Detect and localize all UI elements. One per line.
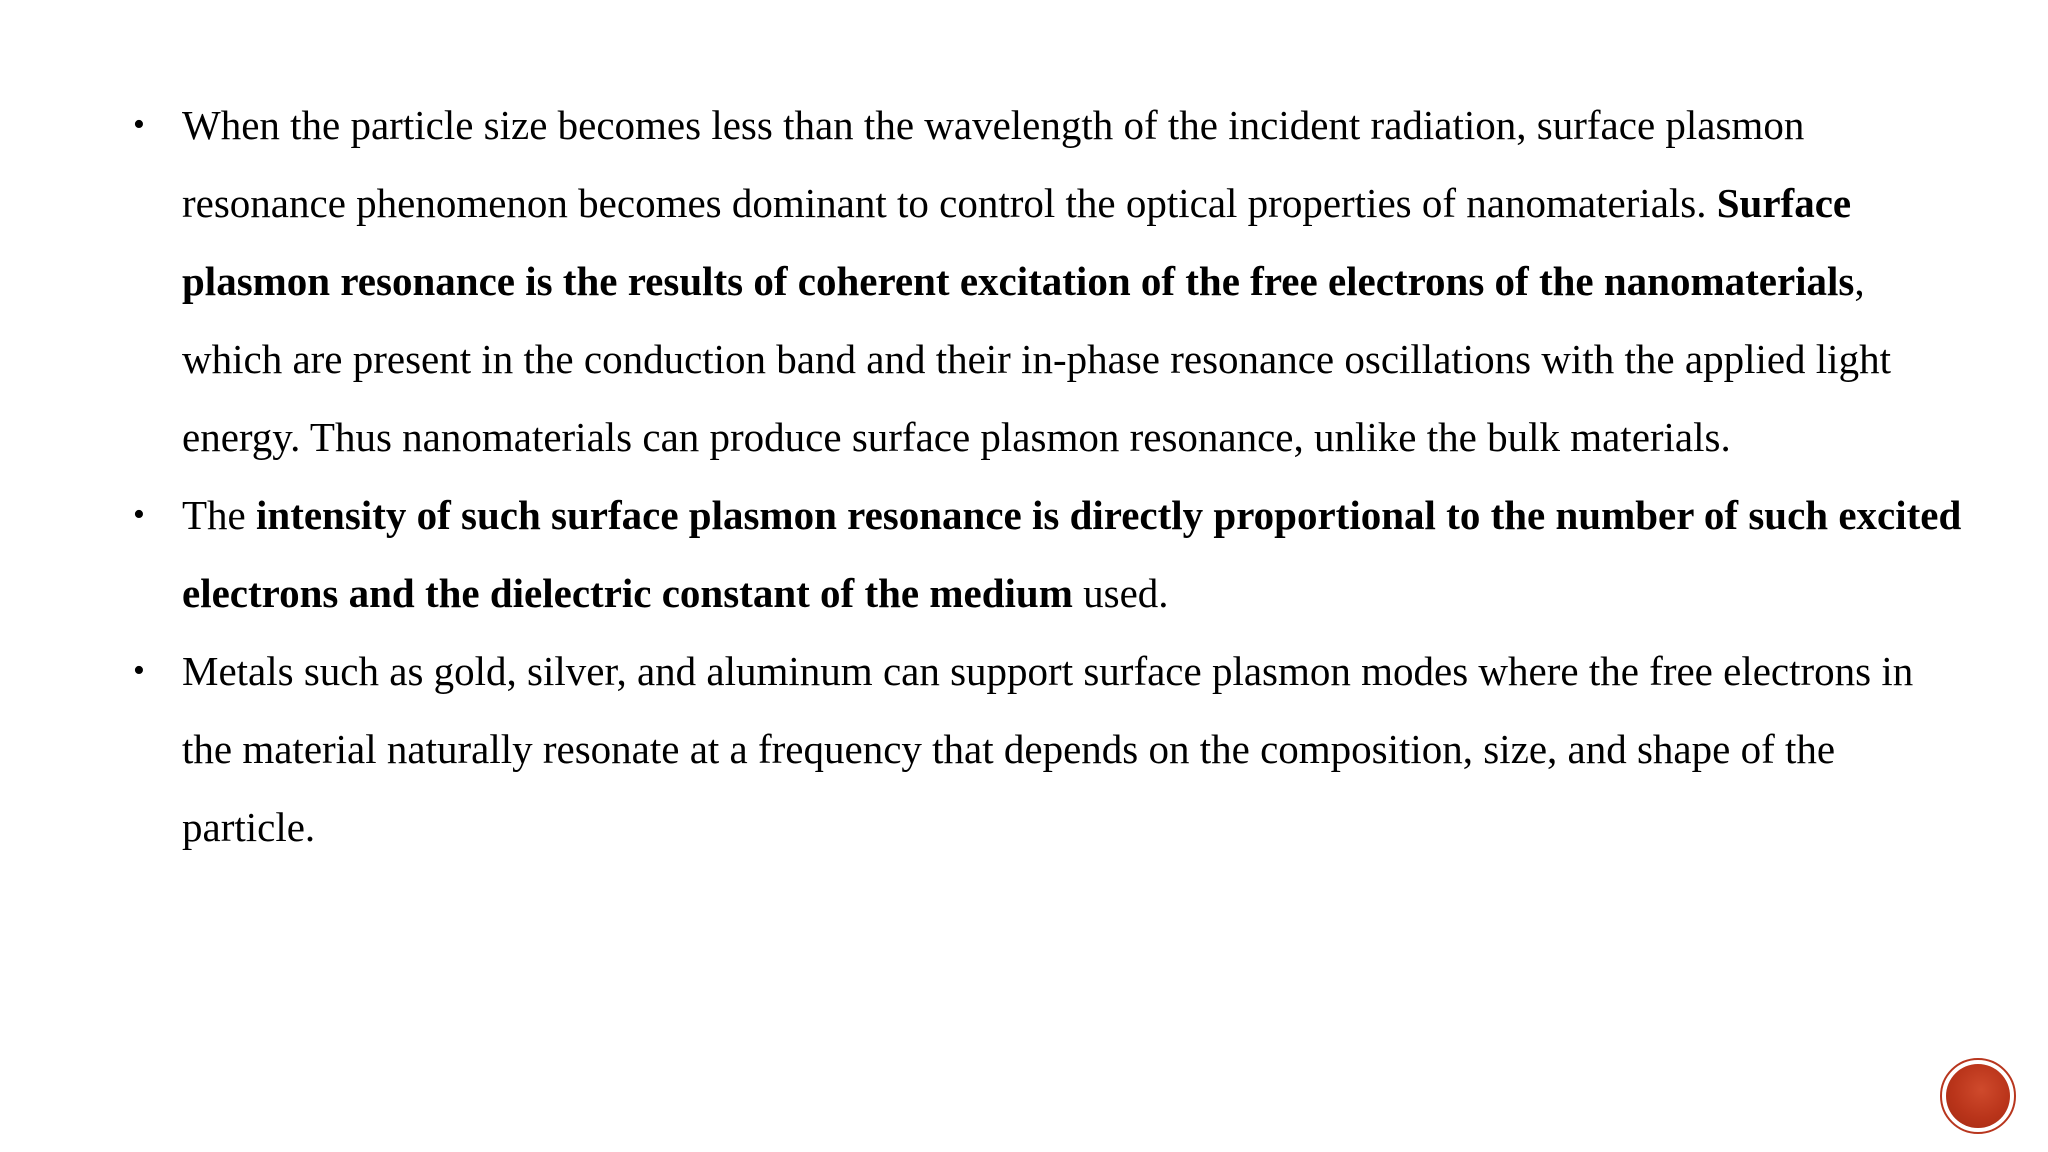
bullet-2-text-2: intensity of such surface plasmon resonance is directly proportional to the number of such excited electrons and the dielectric constant of the medium	[182, 492, 1962, 616]
bullet-1-text-1: When the particle size becomes less than the wavelength of the incident radiation, surface plasmon resonance phenomenon becomes dominant to control the optical properties of nanomaterials.	[182, 102, 1805, 226]
bullet-1-text-2: Surface plasmon resonance is the results of coherent excitation of the free electrons of the nanomaterials	[182, 180, 1855, 304]
bullet-3-text-1: Metals such as gold, silver, and aluminum can support surface plasmon modes where the free electrons in the material naturally resonate at a frequency that depends on the composition, size, and shape of the particle.	[182, 648, 1914, 850]
bullet-dot-icon: •	[133, 106, 145, 143]
bullet-item-2	[133, 476, 1962, 632]
bullet-2-text-3: used.	[1072, 570, 1169, 616]
bullet-item-1	[133, 86, 1962, 476]
bullet-2-text-1: The	[182, 492, 256, 538]
slide-nav-button[interactable]	[1940, 1058, 2016, 1134]
bullet-item-3	[133, 632, 1962, 866]
circle-nav-icon	[1946, 1064, 2010, 1128]
bullet-list	[133, 86, 1962, 866]
bullet-dot-icon: •	[133, 652, 145, 689]
bullet-dot-icon: •	[133, 496, 145, 533]
bullet-1-text-3: , which are present in the conduction band and their in-phase resonance oscillations with the applied light energy. Thus nanomaterials can produce surface plasmon resonance, unlike the bulk materials.	[182, 258, 1891, 460]
